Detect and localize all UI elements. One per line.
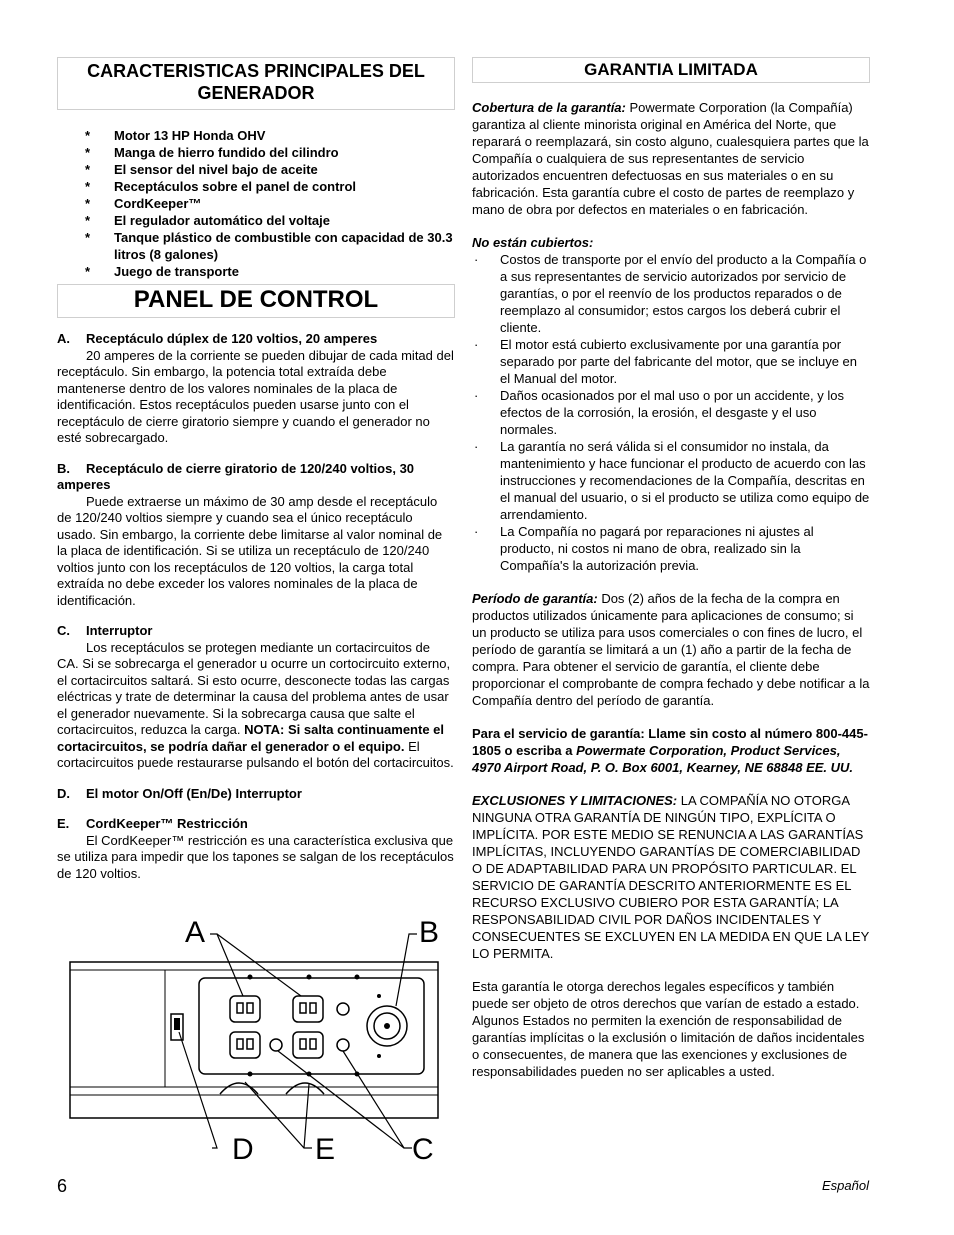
list-item: · El motor está cubierto exclusivamente por una garantía por separado por parte del fabricante del motor, que se incluye en el Manual del motor. [474,337,858,386]
bullet: * [85,196,91,211]
section-title: D. El motor On/Off (En/De) Interruptor [57,785,302,801]
service-paragraph: Para el servicio de garantía: Llame sin costo al número 800-445-1805 o escriba a Powermate Corporation, Product Services, 4970 Airport Road, P. O. Box 6001, Kearney, NE 68848 EE. UU. [472,726,868,775]
feature-item: * CordKeeper™ [85,196,202,211]
coverage-label: Cobertura de la garantía: [472,100,626,115]
control-panel-diagram [57,912,455,1172]
list-item: · Costos de transporte por el envío del producto a la Compañía o a sus representantes de servicio autorizados por servicio de garantías, o por el reenvío de los productos reparados o de reemplazo al consumidor; estos cargos los deberá cubrir el cliente. [474,252,867,335]
diagram-label-e: E [315,1133,336,1166]
warranty-heading: GARANTIA LIMITADA [472,57,870,83]
not-covered-label: No están cubiertos: [472,235,594,250]
exclusions-label: EXCLUSIONES Y LIMITACIONES: [472,793,678,808]
not-covered-list [472,251,870,574]
diagram-label-d: D [232,1133,254,1166]
feature-item: * Manga de hierro fundido del cilindro [85,145,339,160]
language-label: Español [822,1178,869,1193]
feature-item: * Motor 13 HP Honda OHV [85,128,266,143]
bullet: * [85,145,91,160]
diagram-label-c: C [412,1133,434,1166]
feature-item: * El sensor del nivel bajo de aceite [85,162,318,177]
coverage-paragraph: Cobertura de la garantía: Powermate Corporation (la Compañía) garantiza al cliente minorista original en América del Norte, que reparará o reemplazará, sin costo alguno, cualesquiera partes que la Compañía o cualquiera de sus representantes de servicio autorizados encuentren defectuosas en sus materiales o en su fabricación. Esta garantía cubre el costo de partes de reemplazo y mano de obra por defectos en materiales o en fabricación. [472,100,869,217]
feature-item: * Juego de transporte [85,264,239,279]
final-paragraph: Esta garantía le otorga derechos legales específicos y también puede ser objeto de otros derechos que varían de estado a estado. Algunos Estados no permiten la exención de responsabilidad de garantías implícitas o la exclusión o limitación de daños incidentales o consecuentes, de manera que las exenciones y exclusiones de responsabilidades pueden no ser aplicables a usted. [472,979,865,1079]
left-column [57,57,455,882]
section-b [57,461,455,610]
right-column [472,57,870,1080]
section-body: Los receptáculos se protegen mediante un cortacircuitos de CA. Si se sobrecarga el generador u ocurre un cortocircuito externo, el cortacircuitos saltará. Si esto ocurre, desconecte todas las cargas eléctricas y trate de determinar la causa del problema antes de usar el generador nuevamente. Si la sobrecarga causa que salte el cortacircuitos, reduzca la carga. NOTA: Si salta continuamente el cortacircuitos, se podría dañar el generador o el equipo. El cortacircuitos puede restaurarse pulsando el botón del cortacircuitos. [57,639,454,770]
section-body: Puede extraerse un máximo de 30 amp desde el receptáculo de 120/240 voltios siempre y cuando sea el único receptáculo usado. Sin embargo, la corriente debe limitarse al valor nominal de la placa de identificación. Si se utiliza un receptáculo de 120/240 voltios junto con los receptáculos de 120 voltios, la carga total extraída no debe exceder los valores nominales de la placa de identificación. [57,493,443,608]
note-text: NOTA: Si salta continuamente el cortacircuitos, se podría dañar el generador o el equipo. [57,722,445,754]
list-item: · La garantía no será válida si el consumidor no instala, da mantenimiento y hace funcionar el producto de acuerdo con las instrucciones y recomendaciones de la Compañía, descritas en el manual del usuario, o si el producto se utiliza como equipo de arrendamiento. [474,439,870,522]
feature-item: * Tanque plástico de combustible con capacidad de 30.3 litros (8 galones) [85,230,453,262]
exclusions-paragraph: EXCLUSIONES Y LIMITACIONES: LA COMPAÑÍA NO OTORGA NINGUNA OTRA GARANTÍA DE NINGÚN TIPO, EXPLÍCITA O IMPLÍCITA. POR ESTE MEDIO SE RENUNCIA A LAS GARANTÍAS IMPLÍCITAS, INCLUYENDO GARANTÍAS DE COMERCIABILIDAD O DE ADAPTABILIDAD PARA UN PROPÓSITO PARTICULAR. EL SERVICIO DE GARANTÍA DESCRITO ANTERIORMENTE ES EL RECURSO EXCLUSIVO CUBIERO POR ESTA GARANTÍA; LA RESPONSABILIDAD CIVIL POR DAÑOS INCIDENTALES Y CONSECUENTES SE EXCLUYEN EN LA MEDIDA EN QUE LA LEY LO PERMITA. [472,793,870,961]
section-title: A. Receptáculo dúplex de 120 voltios, 20 amperes [57,331,378,346]
period-paragraph: Período de garantía: Dos (2) años de la fecha de la compra en productos utilizados únicamente para aplicaciones de consumo; si un producto se utiliza para usos comerciales o con fines de lucro, el período de garantía se limitará a un (1) año a partir de la fecha de compra. Para obtener el servicio de garantía, el cliente debe proporcionar el comprobante de compra fechado y debe notificar a la Compañía dentro del período de garantía. [472,591,870,708]
section-a [57,331,455,447]
features-heading: CARACTERISTICAS PRINCIPALES DEL GENERADOR [57,57,455,110]
section-body: El CordKeeper™ restricción es una característica exclusiva que se utiliza para impedir que los tapones se salgan de los receptáculos de 120 voltios. [57,832,454,881]
section-title: C. Interruptor [57,623,153,638]
feature-item: * Receptáculos sobre el panel de control [85,179,357,194]
list-item: · Daños ocasionados por el mal uso o por un accidente, y los efectos de la corrosión, la erosión, el desgaste y el uso normales. [474,388,844,437]
panel-heading: PANEL DE CONTROL [57,284,455,318]
bullet: * [85,179,91,194]
diagram-label-a: A [185,916,206,949]
bullet: * [85,162,91,177]
section-e [57,816,455,882]
section-title: B. Receptáculo de cierre giratorio de 120/240 voltios, 30 amperes [57,460,415,492]
period-label: Período de garantía: [472,591,598,606]
bullet: * [85,230,91,245]
section-title: E. CordKeeper™ Restricción [57,816,248,831]
list-item: · La Compañía no pagará por reparaciones ni ajustes al producto, ni costos ni mano de obra, realizado sin la Compañía's la autorización previa. [474,524,814,573]
page-number: 6 [57,1176,68,1196]
bullet: * [85,213,91,228]
bullet: * [85,264,91,279]
service-address: Powermate Corporation, Product Services, 4970 Airport Road, P. O. Box 6001, Kearney, NE 68848 EE. UU. [472,743,854,775]
section-d [57,786,455,803]
section-c [57,623,455,772]
bullet: * [85,128,91,143]
feature-item: * El regulador automático del voltaje [85,213,330,228]
features-list [57,127,455,280]
diagram-label-b: B [419,916,440,949]
section-body: 20 amperes de la corriente se pueden dibujar de cada mitad del receptáculo. Sin embargo, la potencia total extraída debe mantenerse dentro de los valores nominales de la placa de identificación. Estos receptáculos pueden usarse junto con el receptáculo de cierre giratorio siempre y cuando el generador no esté sobrecargado. [57,347,454,445]
